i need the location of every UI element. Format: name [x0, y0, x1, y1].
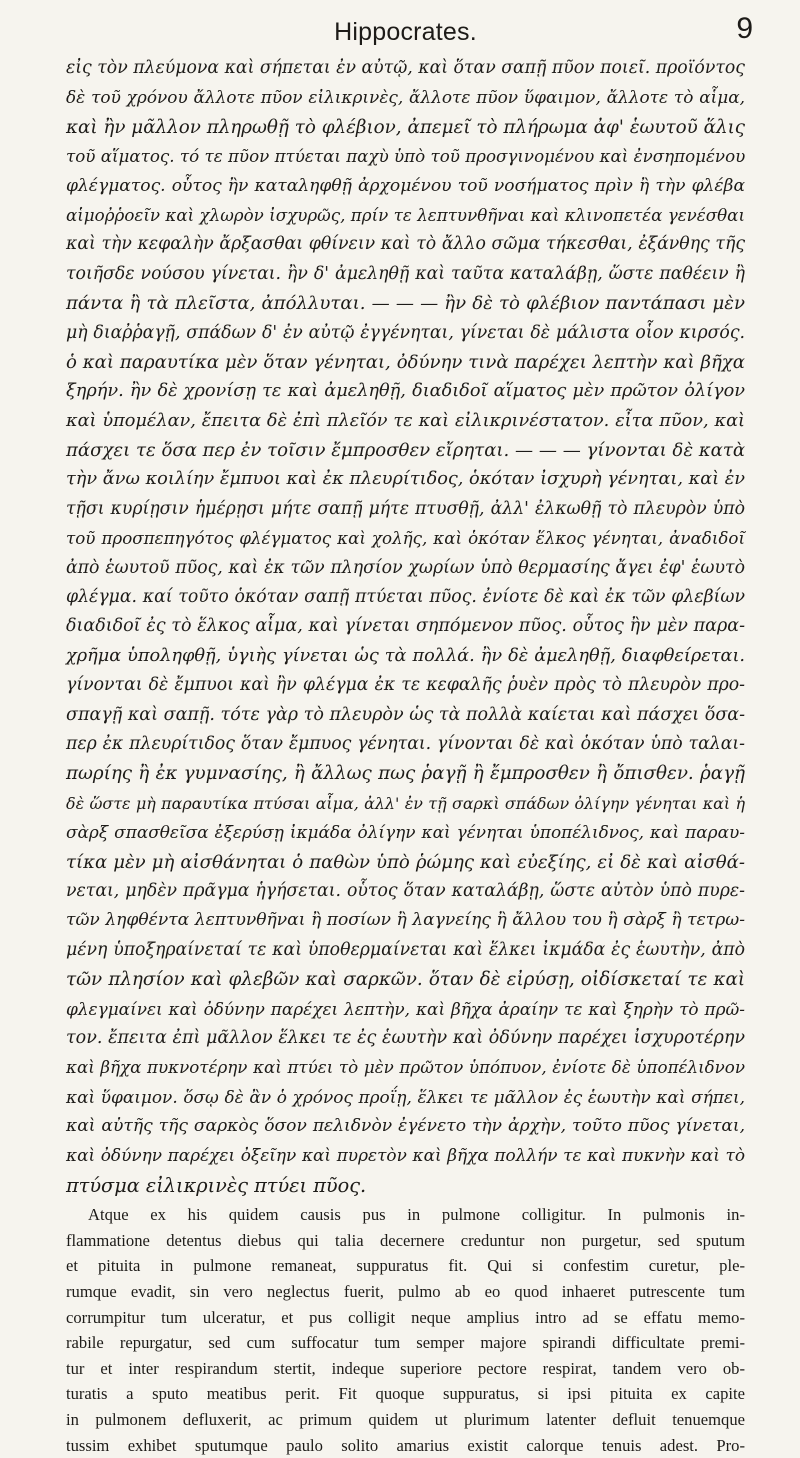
- greek-text-line: τοιῆσδε νούσου γίνεται. ἢν δ' ἀμεληθῇ καὶ ταῦτα καταλάβῃ, ὥστε παθέειν ἢ: [66, 263, 745, 284]
- greek-text-line: διαδιδοῖ ἐς τὸ ἕλκος αἷμα, καὶ γίνεται σηπόμενον πῦος. οὗτος ἢν μὲν παρα-: [66, 616, 745, 637]
- greek-text-line: τῇσι κυρίῃσιν ἡμέρῃσι μήτε σαπῇ μήτε πτυσθῇ, ἀλλ' ἐλκωθῇ τὸ πλευρὸν ὑπὸ: [66, 498, 745, 519]
- greek-text-line: ἀπὸ ἑωυτοῦ πῦος, καὶ ἐκ τῶν πλησίον χωρίων ὑπὸ θερμασίης ἄγει ἐφ' ἑωυτὸ: [66, 557, 745, 578]
- latin-text-line: et pituita in pulmone remaneat, suppuratus fit. Qui si confestim curetur, ple-: [66, 1256, 745, 1276]
- greek-text-line: καὶ ὕφαιμον. ὅσῳ δὲ ἂν ὁ χρόνος προΐῃ, ἕλκει τε μᾶλλον ἐς ἑωυτὴν καὶ σήπει,: [66, 1086, 745, 1107]
- greek-text-line: τῶν πλησίον καὶ φλεβῶν καὶ σαρκῶν. ὅταν δὲ εἰρύσῃ, οἰδίσκεταί τε καὶ: [66, 969, 745, 991]
- greek-text-line: ξηρήν. ἢν δὲ χρονίσῃ τε καὶ ἀμεληθῇ, διαδιδοῖ αἵματος μὲν πρῶτον ὀλίγον: [66, 381, 745, 402]
- greek-text-line: εἰς τὸν πλεύμονα καὶ σήπεται ἐν αὐτῷ, καὶ ὅταν σαπῇ πῦον ποιεῖ. προϊόντος: [66, 58, 745, 78]
- greek-text-line: καὶ ὀδύνην παρέχει ὀξεῖην καὶ πυρετὸν καὶ βῆχα πολλήν τε καὶ πυκνὴν καὶ τὸ: [66, 1145, 745, 1166]
- greek-text-line: καὶ τὴν κεφαλὴν ἄρξασθαι φθίνειν καὶ τὸ ἄλλο σῶμα τήκεσθαι, ἐξάνθης τῆς: [66, 234, 745, 255]
- latin-text-line: tur et inter respirandum stertit, indeque superiore pectore respirat, tandem vero ob-: [66, 1358, 745, 1378]
- latin-text-line: flammatione detentus diebus qui talia decernere creduntur non purgetur, sed sputum: [66, 1230, 745, 1250]
- greek-text-block: [66, 54, 745, 1200]
- greek-text-line: φλέγμα. καί τοῦτο ὁκόταν σαπῇ πτύεται πῦος. ἐνίοτε δὲ καὶ ἐκ τῶν φλεβίων: [66, 587, 745, 608]
- greek-text-line: σὰρξ σπασθεῖσα ἐξερύσῃ ἰκμάδα ὀλίγην καὶ γένηται ὑποπέλιδνος, καὶ παραυ-: [66, 822, 745, 843]
- latin-text-line: in pulmonem defluxerit, ac primum quidem ut plurimum latenter defluit tenuemque: [66, 1409, 745, 1429]
- greek-text-line: δὲ ὥστε μὴ παραυτίκα πτύσαι αἷμα, ἀλλ' ἐν τῇ σαρκὶ σπάδων ὀλίγην γένηται καὶ ἡ: [66, 793, 745, 813]
- greek-text-line: καὶ αὐτῆς τῆς σαρκὸς ὅσον πελιδνὸν ἐγένετο τὴν ἀρχὴν, τοῦτο πῦος γίνεται,: [66, 1116, 745, 1137]
- greek-text-line: χρῆμα ὑποληφθῇ, ὑγιὴς γίνεται ὡς τὰ πολλά. ἢν δὲ ἀμεληθῇ, διαφθείρεται.: [66, 645, 745, 666]
- greek-text-line: γίνονται δὲ ἔμπυοι καὶ ἢν φλέγμα ἐκ τε κεφαλῆς ῥυὲν πρὸς τὸ πλευρὸν προ-: [66, 675, 745, 696]
- greek-text-line: καὶ ἢν μᾶλλον πληρωθῇ τὸ φλέβιον, ἀπεμεῖ τὸ πλήρωμα ἀφ' ἑωυτοῦ ἅλις: [66, 116, 745, 138]
- greek-text-line: πάσχει τε ὅσα περ ἐν τοῖσιν ἔμπροσθεν εἴρηται. — — — γίνονται δὲ κατὰ: [66, 440, 746, 462]
- greek-text-line: τὴν ἄνω κοιλίην ἔμπυοι καὶ ἐκ πλευρίτιδος, ὁκόταν ἰσχυρὴ γένηται, καὶ ἐν: [66, 469, 745, 490]
- greek-text-line: μένη ὑποξηραίνεταί τε καὶ ὑποθερμαίνεται καὶ ἕλκει ἰκμάδα ἐς ἑωυτὴν, ἀπὸ: [66, 939, 745, 960]
- greek-text-line: σπαγῇ καὶ σαπῇ. τότε γὰρ τὸ πλευρὸν ὡς τὰ πολλὰ καίεται καὶ πάσχει ὅσα-: [66, 704, 745, 725]
- latin-text-line: rumque evadit, sin vero neglectus fuerit, pulmo ab eo quod inhaeret putrescente tum: [66, 1282, 745, 1302]
- greek-text-line: πάντα ἢ τὰ πλεῖστα, ἀπόλλυται. — — — ἢν δὲ τὸ φλέβιον παντάπασι μὲν: [66, 293, 745, 315]
- latin-text-line: rabile repurgatur, sed cum suffocatur tum semper majore spirandi difficultate premi-: [66, 1333, 745, 1353]
- greek-text-line: φλεγμαίνει καὶ ὀδύνην παρέχει λεπτὴν, καὶ βῆχα ἀραίην τε καὶ ξηρὴν τὸ πρῶ-: [66, 998, 745, 1019]
- page-number: 9: [736, 12, 753, 45]
- greek-text-line: αἱμοῤῥοεῖν καὶ χλωρὸν ἰσχυρῶς, πρίν τε λεπτυνθῆναι καὶ κλινοπετέα γενέσθαι: [66, 204, 745, 225]
- greek-text-line: τίκα μὲν μὴ αἰσθάνηται ὁ παθὼν ὑπὸ ῥώμης καὶ εὐεξίης, εἰ δὲ καὶ αἰσθά-: [66, 851, 745, 873]
- greek-text-line: πωρίης ἢ ἐκ γυμνασίης, ἢ ἄλλως πως ῥαγῇ ἢ ἔμπροσθεν ἢ ὄπισθεν. ῥαγῇ: [66, 763, 745, 785]
- greek-text-line: δὲ τοῦ χρόνου ἄλλοτε πῦον εἰλικρινὲς, ἄλλοτε πῦον ὕφαιμον, ἄλλοτε τὸ αἷμα,: [66, 87, 745, 108]
- greek-text-line: τοῦ αἵματος. τό τε πῦον πτύεται παχὺ ὑπὸ τοῦ προσγινομένου καὶ ἐνσηπομένου: [66, 146, 746, 167]
- greek-text-line: μὴ διαῤῥαγῇ, σπάδων δ' ἐν αὐτῷ ἐγγένηται, γίνεται δὲ μάλιστα οἷον κιρσός.: [66, 322, 745, 343]
- latin-text-line: corrumpitur tum ulceratur, et pus colligit neque amplius intro ad se effatu memo-: [66, 1307, 745, 1327]
- greek-text-line: νεται, μηδὲν πρᾶγμα ἡγήσεται. οὗτος ὅταν καταλάβῃ, ὥστε αὐτὸν ὑπὸ πυρε-: [66, 880, 745, 901]
- running-title: Hippocrates.: [334, 18, 477, 46]
- latin-text-line: turatis a sputo meatibus perit. Fit quoque suppuratus, si ipsi pituita ex capite: [66, 1384, 745, 1404]
- greek-text-line: ὁ καὶ παραυτίκα μὲν ὅταν γένηται, ὀδύνην τινὰ παρέχει λεπτὴν καὶ βῆχα: [66, 351, 745, 373]
- greek-text-line: τοῦ προσπεπηγότος φλέγματος καὶ χολῆς, καὶ ὁκόταν ἕλκος γένηται, ἀναδιδοῖ: [66, 528, 745, 549]
- greek-text-line: περ ἐκ πλευρίτιδος ὅταν ἔμπυος γένηται. γίνονται δὲ καὶ ὁκόταν ὑπὸ ταλαι-: [66, 733, 745, 754]
- page-header: [66, 10, 753, 54]
- latin-text-line: Atque ex his quidem causis pus in pulmone colligitur. In pulmonis in-: [88, 1205, 745, 1225]
- latin-translation-block: [66, 1202, 745, 1458]
- latin-text-line: tussim exhibet sputumque paulo solito amarius existit calorque tenuis adest. Pro-: [66, 1435, 745, 1455]
- greek-text-line: τῶν ληφθέντα λεπτυνθῆναι ἢ ποσίων ἢ λαγνείης ἢ ἄλλου του ἢ σὰρξ ἢ τετρω-: [66, 910, 745, 931]
- greek-text-line: καὶ ὑπομέλαν, ἔπειτα δὲ ἐπὶ πλεῖόν τε καὶ εἰλικρινέστατον. εἶτα πῦον, καὶ: [66, 410, 745, 431]
- greek-text-line: τον. ἔπειτα ἐπὶ μᾶλλον ἕλκει τε ἐς ἑωυτὴν καὶ ὀδύνην παρέχει ἰσχυροτέρην: [66, 1027, 745, 1048]
- greek-text-line: καὶ βῆχα πυκνοτέρην καὶ πτύει τὸ μὲν πρῶτον ὑπόπυον, ἐνίοτε δὲ ὑποπέλιδνον: [66, 1057, 745, 1078]
- greek-text-line: φλέγματος. οὗτος ἢν καταληφθῇ ἀρχομένου τοῦ νοσήματος πρὶν ἢ τὴν φλέβα: [66, 175, 745, 196]
- greek-text-line: πτύσμα εἰλικρινὲς πτύει πῦος.: [66, 1173, 367, 1197]
